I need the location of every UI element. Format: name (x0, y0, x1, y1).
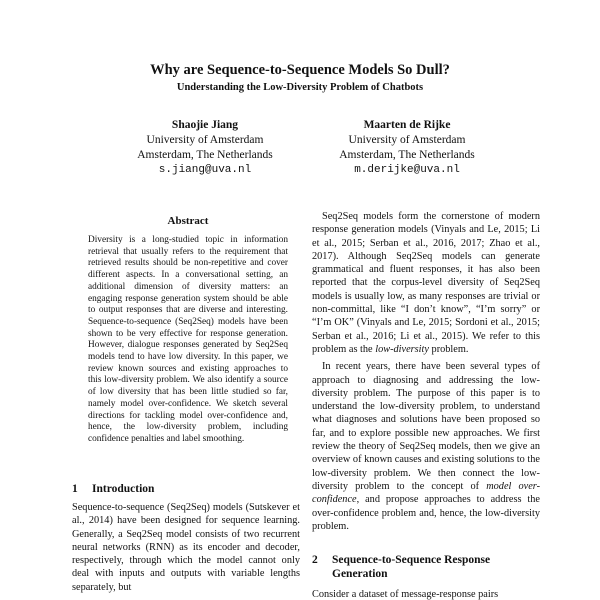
introduction-text (72, 501, 300, 594)
section-heading-introduction (72, 482, 302, 496)
author-affiliation: University of Amsterdam (348, 134, 466, 146)
author-name: Shaojie Jiang (171, 119, 239, 131)
paper-title: Why are Sequence-to-Sequence Models So Dull? (150, 62, 450, 78)
paragraph-text: , and propose approaches to address the over-confidence problem and, hence, the low-diversity problem. (312, 494, 540, 532)
section-number: 2 (312, 554, 318, 566)
section-title: Introduction (92, 483, 155, 495)
author-block (95, 118, 315, 178)
paragraph-text: Seq2Seq models form the cornerstone of modern response generation models (Vinyals and Le, 2015; Li et al., 2015; Serban et al., 2016, 2017; Zhao et al., 2017). Although Seq2Seq models can generate grammatical and fluent responses, it has also been reported that the corpus-level diversity of Seq2Seq models is usually low, as many responses are trivial or non-committal, like “I don’t know”, “I’m sorry” or “I’m OK” (Vinyals and Le, 2015; Sordoni et al., 2015; Serban et al., 2016; Li et al., 2015). We refer to this problem as the (312, 211, 540, 355)
paragraph (312, 210, 540, 356)
paragraph (312, 360, 540, 533)
section-title: Sequence-to-Sequence Response Generation (332, 554, 491, 580)
author-name: Maarten de Rijke (363, 119, 451, 131)
author-block (297, 118, 517, 178)
section2-text: Consider a dataset of message-response pairs (312, 589, 499, 600)
author-email: s.jiang@uva.nl (158, 164, 252, 176)
section-number: 1 (72, 483, 78, 495)
author-location: Amsterdam, The Netherlands (339, 149, 475, 161)
section-heading-seq2seq (312, 553, 542, 581)
paragraph-text: problem. (431, 343, 469, 355)
paper-subtitle: Understanding the Low-Diversity Problem of Chatbots (176, 82, 424, 93)
author-email: m.derijke@uva.nl (354, 164, 460, 176)
abstract-text: Diversity is a long-studied topic in information retrieval that usually refers to the requirement that retrieved results should be non-repetitive and cover different aspects. In a conversational setting, an additional dimension of diversity matters: an engaging response generation system should be able to output responses that are diverse and interesting. Sequence-to-sequence (Seq2Seq) models have been shown to be very effective for response generation. However, dialogue responses generated by Seq2Seq models tend to have low diversity. In this paper, we review known sources and existing approaches to this low-diversity problem. We also identify a source of low diversity that has been little studied so far, namely model over-confidence. We sketch several directions for tackling model over-confidence and, hence, the low-diversity problem, including confidence penalties and label smoothing. (88, 235, 288, 444)
emphasis-text: model over-confidence (312, 480, 541, 506)
right-column-text (312, 210, 540, 533)
author-location: Amsterdam, The Netherlands (137, 149, 273, 161)
emphasis-text: low-diversity (375, 343, 429, 355)
paragraph: Sequence-to-sequence (Seq2Seq) models (Sutskever et al., 2014) have been designed for sequence learning. Generally, a Seq2Seq model consists of two recurrent neural networks (RNN) as its encoder and decoder, respectively, through which the model cannot only deal with inputs and outputs with variable lengths separately, but (72, 502, 300, 593)
abstract-heading: Abstract (167, 215, 209, 227)
author-affiliation: University of Amsterdam (146, 134, 264, 146)
paragraph-text: In recent years, there have been several types of approach to diagnosing and addressing the low-diversity problem. The purpose of this paper is to understand the low-diversity problem, to understand what diagnoses and solutions have been proposed so far, and to explore possible new approaches. We first review the theory of Seq2Seq models, then we give an overview of known causes and existing solutions to the low-diversity problem. We then connect the low-diversity problem to the concept of (312, 361, 540, 492)
